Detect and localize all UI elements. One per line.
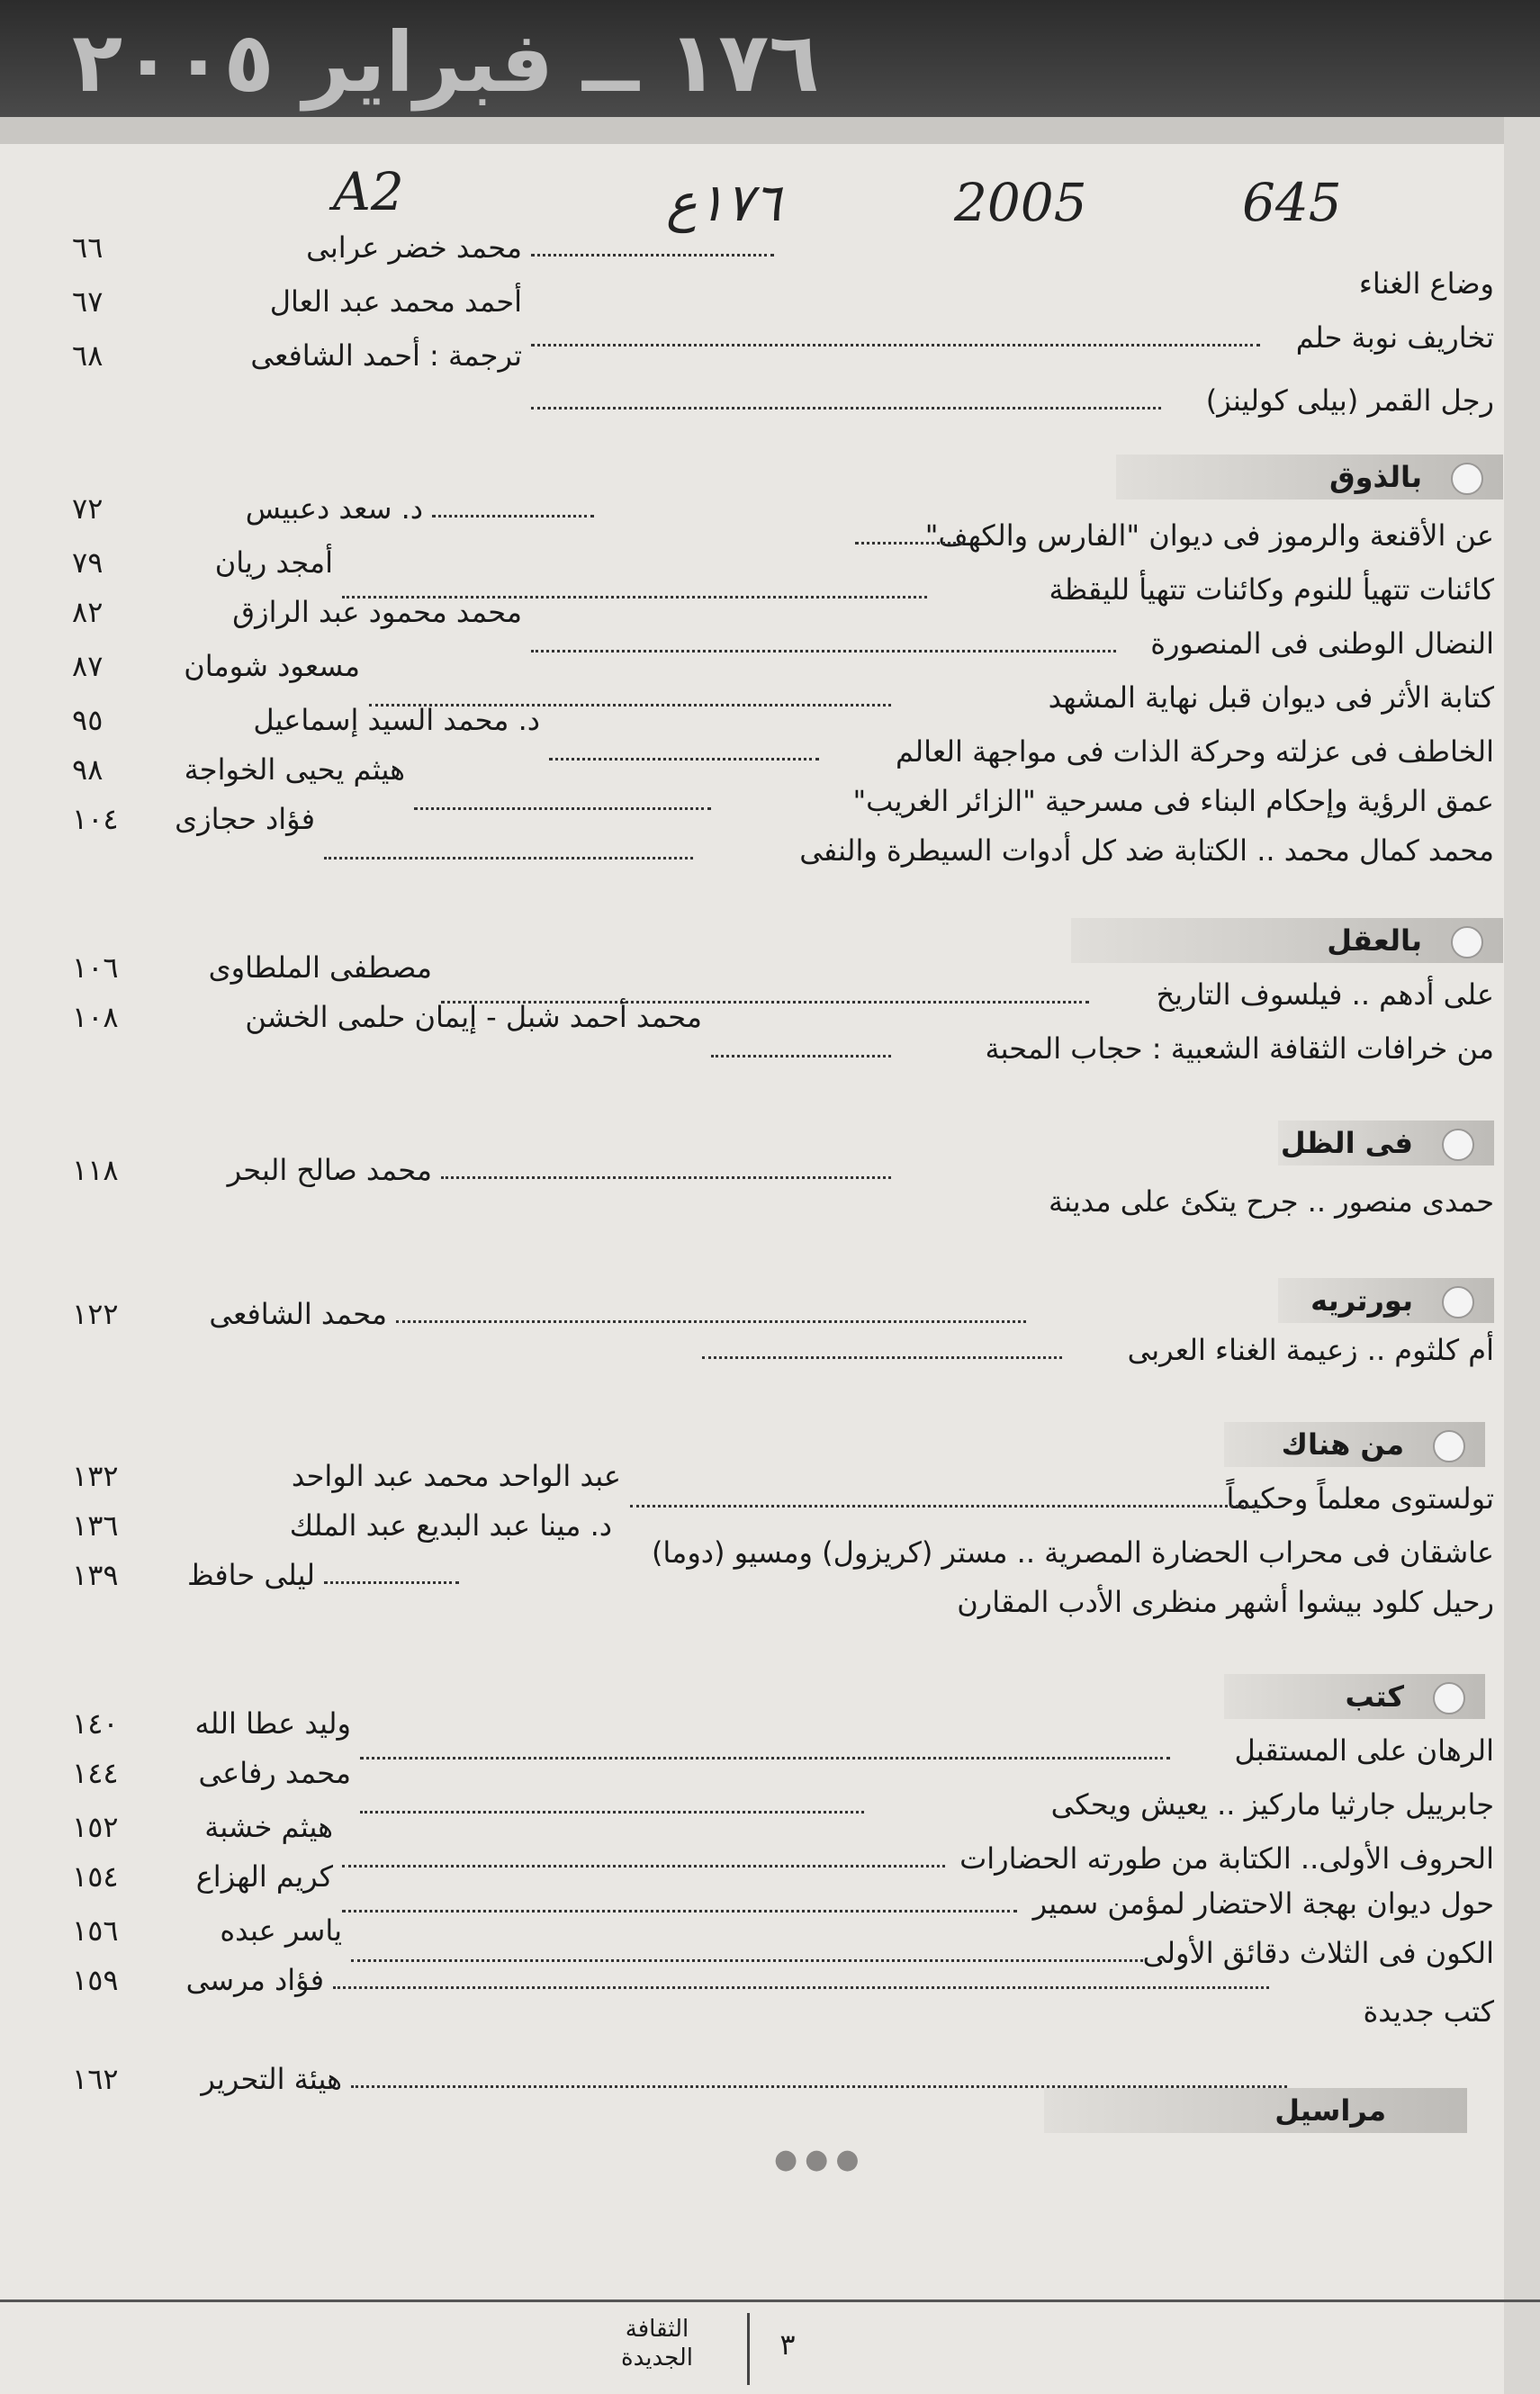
toc-entry: الكون فى الثلاث دقائق الأولى: [72, 1930, 1494, 1976]
toc-entry: ٦٨ ترجمة : أحمد الشافعى: [72, 338, 522, 373]
handwritten-number: 645: [1242, 172, 1342, 233]
toc-entry: تخاريف نوبة حلم: [72, 315, 1494, 360]
toc-entry: ٩٨ هيثم يحيى الخواجة: [72, 752, 405, 787]
toc-entry: النضال الوطنى فى المنصورة: [72, 621, 1494, 666]
section-header-books: كتب: [1224, 1674, 1485, 1719]
section-header-there: من هناك: [1224, 1422, 1485, 1467]
toc-entry: ١٠٨ محمد أحمد شبل - إيمان حلمى الخشن: [72, 1000, 702, 1034]
toc-entry: ١٥٩ فؤاد مرسى: [72, 1958, 1494, 2002]
toc-entry: كتب جديدة: [1363, 1994, 1494, 2029]
toc-entry: محمد كمال محمد .. الكتابة ضد كل أدوات السيطرة والنفى: [72, 828, 1494, 873]
section-header-shadow: فى الظل: [1278, 1120, 1494, 1166]
toc-entry: حمدى منصور .. جرح يتكئ على مدينة: [1048, 1184, 1494, 1219]
toc-entry: ٧٢ د. سعد دعبيس: [72, 486, 1494, 531]
toc-entry: ٨٧ مسعود شومان: [72, 649, 360, 683]
toc-entry: ١٠٤ فؤاد حجازى: [72, 802, 315, 836]
toc-entry: ٨٢ محمد محمود عبد الرازق: [72, 595, 522, 629]
toc-entry: ١٤٠ وليد عطا الله: [72, 1706, 351, 1741]
toc-entry: ١٥٦ ياسر عبده: [72, 1913, 342, 1948]
toc-entry: كتابة الأثر فى ديوان قبل نهاية المشهد: [72, 675, 1494, 720]
page-edge-shadow: [1504, 117, 1540, 2394]
toc-entry: حول ديوان بهجة الاحتضار لمؤمن سمير: [72, 1881, 1494, 1926]
section-header-mind: بالعقل: [1071, 918, 1503, 963]
toc-entry: رجل القمر (بيلى كولينز): [72, 378, 1494, 423]
toc-entry: عن الأقنعة والرموز فى ديوان "الفارس والكهف": [72, 513, 1494, 558]
footer-separator: [747, 2313, 750, 2385]
issue-banner-title: ١٧٦ ــ فبراير ٢٠٠٥: [72, 14, 820, 111]
toc-entry: ٦٦ محمد خضر عرابى: [72, 225, 1494, 270]
ornament-dots: ●●●: [774, 2144, 867, 2175]
toc-entry: ١٣٦ د. مينا عبد البديع عبد الملك: [72, 1508, 612, 1543]
toc-entry: ٩٥ د. محمد السيد إسماعيل: [72, 703, 540, 737]
section-header-letters: مراسيل: [1044, 2088, 1467, 2133]
toc-entry: ١٤٤ محمد رفاعى: [72, 1756, 351, 1790]
handwritten-year: 2005: [954, 172, 1087, 233]
toc-entry: ١٢٢ محمد الشافعى: [72, 1292, 1494, 1336]
toc-entry: وضاع الغناء: [1358, 266, 1494, 301]
toc-entry: من خرافات الثقافة الشعبية : حجاب المحبة: [72, 1026, 1494, 1071]
toc-entry: عاشقان فى محراب الحضارة المصرية .. مستر (كريزول) ومسيو (دوما): [651, 1535, 1494, 1570]
toc-entry: ١٠٦ مصطفى الملطاوى: [72, 950, 432, 985]
toc-entry: ١٦٢ هيئة التحرير: [72, 2056, 1494, 2102]
toc-entry: الخاطف فى عزلته وحركة الذات فى مواجهة العالم: [72, 729, 1494, 774]
toc-entry: الرهان على المستقبل: [72, 1728, 1494, 1773]
toc-entry: ١٥٤ كريم الهزاع: [72, 1859, 333, 1894]
toc-entry: رحيل كلود بيشوا أشهر منظرى الأدب المقارن: [957, 1585, 1494, 1619]
toc-entry: ٦٧ أحمد محمد عبد العال: [72, 284, 522, 319]
toc-entry: تولستوى معلماً وحكيماً: [72, 1476, 1494, 1521]
toc-entry: أم كلثوم .. زعيمة الغناء العربى: [72, 1328, 1494, 1372]
footer-divider: [0, 2300, 1540, 2302]
toc-entry: كائنات تتهيأ للنوم وكائنات تتهيأ لليقظة: [72, 567, 1494, 612]
section-header-taste: بالذوق: [1116, 454, 1503, 500]
issue-banner: [0, 0, 1540, 144]
toc-entry: ١١٨ محمد صالح البحر: [72, 1148, 1494, 1192]
toc-entry: ١٥٢ هيثم خشبة: [72, 1810, 333, 1844]
toc-entry: الحروف الأولى.. الكتابة من طورته الحضارات: [72, 1836, 1494, 1881]
footer-page-number: ٣: [779, 2327, 796, 2362]
handwritten-issue: ١٧٦ع: [666, 172, 782, 233]
toc-entry: على أدهم .. فيلسوف التاريخ: [72, 972, 1494, 1017]
handwritten-code: A2: [333, 161, 404, 222]
toc-entry: ٧٩ أمجد ريان: [72, 545, 333, 580]
toc-entry: ١٣٩ ليلى حافظ: [72, 1552, 1494, 1598]
toc-entry: عمق الرؤية وإحكام البناء فى مسرحية "الزائر الغريب": [72, 778, 1494, 824]
toc-entry: جابرييل جارثيا ماركيز .. يعيش ويحكى: [72, 1782, 1494, 1827]
section-header-portrait: بورتريه: [1278, 1278, 1494, 1323]
toc-entry: ١٣٢ عبد الواحد محمد عبد الواحد: [72, 1459, 621, 1493]
footer-magazine-name: الثقافة الجديدة: [620, 2316, 694, 2372]
